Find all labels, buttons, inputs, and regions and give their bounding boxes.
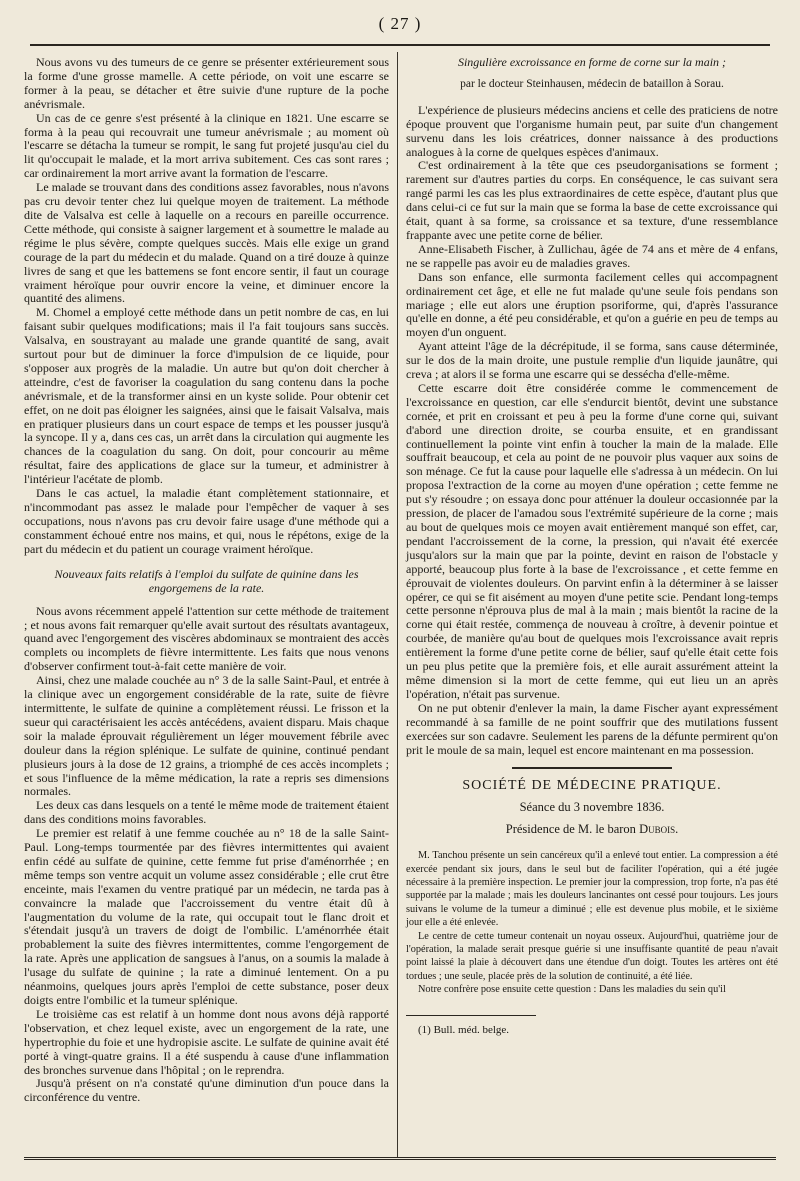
section-title-quinine: Nouveaux faits relatifs à l'emploi du sulfate de quinine dans les engorgemens de la rate. [54,566,359,595]
presidency-prefix: Présidence de M. le baron [505,822,640,837]
footnote-rule [406,1015,536,1016]
paragraph: Anne-Elisabeth Fischer, à Zullichau, âgée de 74 ans et mère de 4 enfans, ne se rappelle pas avoir eu de maladies graves. [406,241,778,270]
session-date: Séance du 3 novembre 1836. [519,800,665,815]
paragraph: Dans le cas actuel, la maladie étant complètement stationnaire, et n'incommodant pas assez le malade pour l'empêcher de vaquer à ses occupations, nous n'avons pas cru devoir faire usage d'une méthode qui a constamment échoué entre nos mains, et qui, nous le répétons, exige de la part du médecin et du patient un courage vraiment héroïque. [24,486,389,556]
paragraph: C'est ordinairement à la tête que ces pseudorganisations se forment ; rarement sur d'autres parties du corps. En conséquence, le cas suivant sera rangé parmi les cas les plus extraordinaires de cette espèce, d'autant plus que dans celui-ci ce fut sur la main que se forma la base de cette excroissance qui était, quant à sa forme, sa croissance et sa texture, d'une ressemblance frappante avec une petite corne de bélier. [406,158,778,242]
article-byline: par le docteur Steinhausen, médecin de bataillon à Sorau. [460,77,724,90]
society-title: SOCIÉTÉ DE MÉDECINE PRATIQUE. [462,778,722,794]
paragraph: Ainsi, chez une malade couchée au n° 3 de la salle Saint-Paul, et entrée à la clinique avec un engorgement considérable de la rate, suite de fièvre intermittente, le sulfate de quinine a complètement réussi. Le frisson et la sueur qui caractérisaient les accès antécédens, avaient disparu. Mais chaque soir la malade éprouvait régulièrement un léger mouvement fébrile avec douleur dans la région splénique. Le sulfate de quinine, continué pendant plusieurs jours à la dose de 12 grains, a triomphé de ces accès incomplets ; et sous l'influence de la même médication, la rate a repris ses dimensions normales. [24,673,389,799]
left-column [24,56,389,1105]
paragraph: Notre confrère pose ensuite cette question : Dans les maladies du sein qu'il [418,984,726,996]
footer-rule [24,1157,776,1160]
paragraph: Jusqu'à présent on n'a constaté qu'une diminution d'un pouce dans la circonférence du ventre. [24,1076,389,1105]
paragraph: Le troisième cas est relatif à un homme dont nous avons déjà rapporté l'observation, et chez lequel existe, avec un engorgement de la rate, une hypertrophie du foie et une hydropisie ascite. Le sulfate de quinine avait été porté à vingt-quatre grains. Il a été suspendu à cause d'une inflammation des bronches survenue dans l'hôpital ; on le reprendra. [24,1006,389,1077]
footnote: (1) Bull. méd. belge. [418,1023,510,1036]
page-number: ( 27 ) [378,14,422,33]
paragraph: Les deux cas dans lesquels on a tenté le même mode de traitement étaient dans des conditions moins favorables. [24,798,389,827]
paragraph: Cette escarre doit être considérée comme le commencement de l'excroissance en question, car elle s'endurcit bientôt, devint une substance cornée, et prit en croissant et peu à peu la forme d'une corne qui, suivant d'abord une direction droite, se courba ensuite, et en grandissant continuellement la pointe vint enfin à toucher la main de la malade. Elle souffrait beaucoup, et cela au point de ne pouvoir plus vaquer aux soins de son ménage. Ce fut la cause pour laquelle elle s'adressa à un médecin. On lui proposa l'extraction de la corne au moyen d'une opération ; cette femme ne put s'y résoudre ; on essaya donc pour atténuer la douleur occasionnée par la pression, de placer de l'amadou sous l'extrémité supérieure de la corne ; mais au bout de quelques mois ce moyen avait entièrement manqué son effet, car, pendant l'accroissement de la corne, la pression, qui n'avait été exercée jusqu'alors sur la main que par la pointe, devint en raison de l'obstacle y apporté, beaucoup plus forte à la base de l'excroissance , et cette femme en éprouvait de violentes douleurs. On parvint enfin à la déterminer à se laisser opérer, ce qui se fit aisément au moyen d'une petite scie. Pendant long-temps cette personne n'éprouva plus de mal à la main ; mais bientôt la racine de la corne qui était restée, commença de nouveau à croître, à devenir pointue et courbée, de manière qu'au bout de quelques mois l'excroissance avait repris entièrement la forme d'une petite corne de bélier, sauf qu'elle était cette fois un peu plus petite que la première fois, et elle aurait assurément atteint la même dimension si la mort de cette femme, qui eut lieu un an après l'opération, n'était pas survenue. [406,380,778,701]
column-divider [397,52,398,1157]
paragraph: L'expérience de plusieurs médecins anciens et celle des praticiens de notre époque prouvent que l'organisme humain peut, par suite d'un changement survenu dans les lois créatrices, donner naissance à des productions analogues à la corne de quelques espèces d'animaux. [406,102,778,159]
paragraph: M. Chomel a employé cette méthode dans un petit nombre de cas, en lui faisant subir quelques modifications; mais il l'a fait toujours sans succès. Valsalva, en soustrayant au malade une grande quantité de sang, avait surtout pour but de diminuer la force d'impulsion de ce liquide, pour s'opposer aux progrès de la maladie. Un autre but qu'on doit chercher à atteindre, c'est de favoriser la coagulation du sang contenu dans la poche anévrismale, et de la transformer ainsi en un kyste solide. Pour obtenir cet effet, on ne doit pas éloigner les saignées, ainsi que le faisait Valsalva, mais en pratiquer plusieurs dans un court espace de temps et les pousser jusqu'à la syncope. Il y a, dans ces cas, un arrêt dans la circulation qui augmente les chances de la coagulation du sang. On doit, pour concourir au même résultat, faire des applications de glace sur la tumeur, et administrer à l'intérieur l'acétate de plomb. [24,305,389,487]
paragraph: Le premier est relatif à une femme couchée au n° 18 de la salle Saint-Paul. Long-temps tourmentée par des fièvres intermittentes qui avaient enfin cédé au sulfate de quinine, cette femme fut prise d'aménorrhée ; en même temps son ventre acquit un volume assez considérable ; elle crut être enceinte, mais l'examen du ventre pratiqué par un médecin, ne tarda pas à convaincre la malade que l'accroissement du ventre était dû à l'augmentation du volume de la rate, qui occupait tout le flanc droit et s'étendait jusqu'à un travers de doigt de l'ombilic. L'aménorrhée était probablement la suite des fièvres intermittentes, comme l'engorgement de la rate. Après une application de sangsues à l'anus, on a soumis la malade à l'usage du sulfate de quinine ; la rate a diminué lentement. On a pu néanmoins, quelques jours après l'emploi de cette substance, poser deux doigts entre l'ombilic et la tumeur splénique. [24,826,389,1007]
paragraph: Nous avons vu des tumeurs de ce genre se présenter extérieurement sous la forme d'une grosse mamelle. A cette période, on voit une escarre se former à la peau, se détacher et être suivie d'une rupture de la poche anévrismale. [24,55,389,111]
presidency-line [406,823,778,837]
section-rule [512,767,672,769]
paragraph: Nous avons récemment appelé l'attention sur cette méthode de traitement ; et nous avons fait remarquer qu'elle avait surtout des résultats avantageux, quand avec l'engorgement des viscères abdominaux se montraient des accès complets ou incomplets de fièvre intermittente. Les faits que nous venons d'observer confirment tout-à-fait cette manière de voir. [24,603,389,674]
paragraph: Le centre de cette tumeur contenait un noyau osseux. Aujourd'hui, quatrième jour de l'opération, la malade serait presque guérie si une insuffisante quantité de peau n'avait point laissé la plaie à découvert dans une étendue d'un doigt. Toutes les artères ont été tordues ; une seule, placée près de la solution de continuité, a été liée. [406,930,778,982]
paragraph: Le malade se trouvant dans des conditions assez favorables, nous n'avons pas cru devoir tenter chez lui quelque moyen de traitement. La méthode dite de Valsalva est celle à laquelle on a recours en pareille occurrence. Cette méthode, qui consiste à saigner largement et à soumettre le malade au régime le plus sévère, compte quelques succès. Mais elle exige un grand courage de la part du médecin et du malade. Quand on a tiré douze à quinze livres de sang et que les battemens se font encore sentir, il faut un courage vraiment héroïque pour ouvrir encore la veine, et diminuer encore la quantité des alimens. [24,180,389,306]
paragraph: Un cas de ce genre s'est présenté à la clinique en 1821. Une escarre se forma à la peau qui recouvrait une tumeur anévrismale ; au moment où l'escarre se détacha la tumeur se rompit, le sang fut projeté jusqu'au ciel du lit qu'occupait le malade, et la mort arriva subitement. Ces cas sont rares ; car ordinairement la mort arrive avant la formation de l'escarre. [24,110,389,181]
right-column [406,56,778,1038]
presidency-name: Dubois. [639,822,679,837]
paragraph: Dans son enfance, elle surmonta facilement celles qui accompagnent ordinairement cet âge, et elle ne fut malade qu'une seule fois pendans son mariage ; elle eut alors une éruption psoriforme, qui, d'après l'assurance qu'elle en donne, a été peu considérable, et qu'on a guérie en peu de temps au moyen d'un onguent. [406,269,778,340]
header-rule [30,44,770,46]
paragraph: Ayant atteint l'âge de la décrépitude, il se forma, sans cause déterminée, sur le dos de la main droite, une pustule remplie d'un liquide jaunâtre, qui creva ; at alors il se forma une escarre qui se dessécha d'elle-même. [406,339,778,382]
paragraph: M. Tanchou présente un sein cancéreux qu'il a enlevé tout entier. La compression a été exercée pendant six jours, dans le seul but de faciliter l'opération, qui a été jugée nécessaire à la première inspection. Le premier jour la compression, trop forte, n'a pas été supportée par la malade ; mais les douleurs lancinantes ont cessé pour toujours. Les jours suivans le volume de la tumeur a diminué ; elle est devenue plus mobile, et le sixième jour elle a été enlevée. [406,850,778,929]
article-title-horn: Singulière excroissance en forme de corne sur la main ; [457,55,727,69]
paragraph: On ne put obtenir d'enlever la main, la dame Fischer ayant expressément recommandé à sa famille de ne point souffrir que des mutilations fussent exercées sur son cadavre. Seulement les parens de la défunte permirent qu'on prit le moule de sa main, lequel est encore maintenant en ma possession. [406,700,778,757]
